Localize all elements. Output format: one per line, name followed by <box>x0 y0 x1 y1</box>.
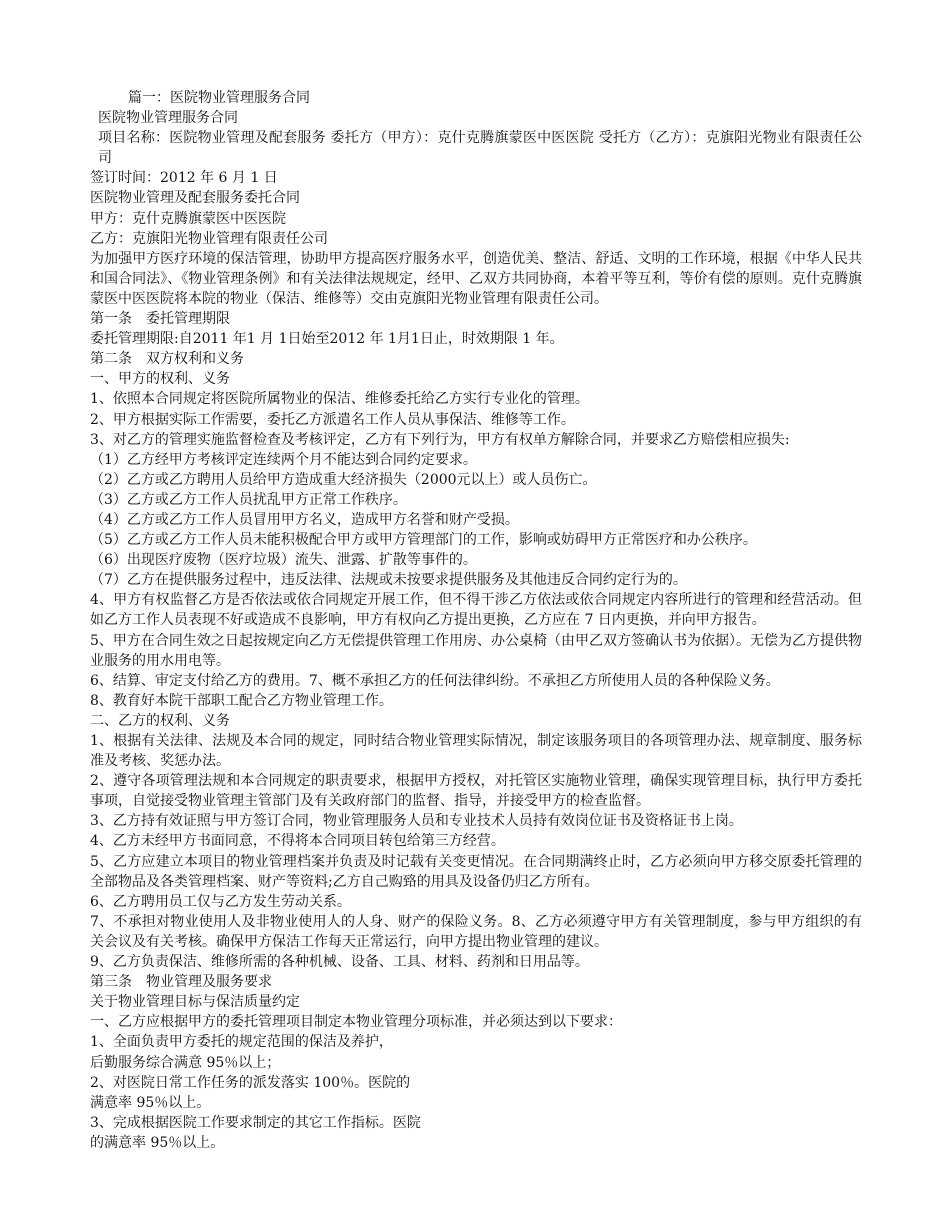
clause: 2、遵守各项管理法规和本合同规定的职责要求，根据甲方授权，对托管区实施物业管理，确保实现管理目标，执行甲方委托事项，自觉接受物业管理主管部门及有关政府部门的监督、指导，并接受甲方的检查监督。 <box>90 773 862 810</box>
clause: 3、对乙方的管理实施监督检查及考核评定，乙方有下列行为，甲方有权单方解除合同，并要求乙方赔偿相应损失: <box>90 431 790 448</box>
clause: 2、对医院日常工作任务的派发落实 100％。医院的 <box>90 1074 411 1091</box>
sub-clause: （5）乙方或乙方工作人员未能积极配合甲方或甲方管理部门的工作，影响或妨碍甲方正常医疗和办公秩序。 <box>90 532 757 549</box>
clause: 9、乙方负责保洁、维修所需的各种机械、设备、工具、材料、药剂和日用品等。 <box>90 954 589 971</box>
clause-continued: 后勤服务综合满意 95％以上； <box>90 1054 281 1071</box>
clause: 3、乙方持有效证照与甲方签订合同，物业管理服务人员和专业技术人员持有效岗位证书及资格证书上岗。 <box>90 813 743 830</box>
contract-heading: 医院物业管理及配套服务委托合同 <box>90 190 300 207</box>
sub-clause: （3）乙方或乙方工作人员扰乱甲方正常工作秩序。 <box>90 491 407 508</box>
sub-clause: （2）乙方或乙方聘用人员给甲方造成重大经济损失（2000元以上）或人员伤亡。 <box>90 471 597 488</box>
document-body <box>90 88 862 1153</box>
preamble: 为加强甲方医疗环境的保洁管理，协助甲方提高医疗服务水平，创造优美、整洁、舒适、文明的工作环境，根据《中华人民共和国合同法》、《物业管理条例》和有关法律法规规定，经甲、乙双方共同协商，本着平等互利，等价有偿的原则。克什克腾旗蒙医中医医院将本院的物业（保洁、维修等）交由克旗阳光物业管理有限责任公司。 <box>90 250 862 307</box>
sub-clause: （6）出现医疗废物（医疗垃圾）流失、泄露、扩散等事件的。 <box>90 552 477 569</box>
clause: 2、甲方根据实际工作需要，委托乙方派遣名工作人员从事保洁、维修等工作。 <box>90 411 575 428</box>
clause: 5、乙方应建立本项目的物业管理档案并负责及时记载有关变更情况。在合同期满终止时，乙方必须向甲方移交原委托管理的全部物品及各类管理档案、财产等资料;乙方自己购臵的用具及设备仍归乙方所有。 <box>90 853 862 890</box>
doc-title: 篇一：医院物业管理服务合同 <box>128 90 310 106</box>
section-b-heading: 二、乙方的权利、义务 <box>90 712 230 729</box>
clause-continued: 的满意率 95％以上。 <box>90 1134 225 1151</box>
article-3-heading: 第三条 物业管理及服务要求 <box>90 974 272 991</box>
clause: 8、教育好本院干部职工配合乙方物业管理工作。 <box>90 692 393 709</box>
contract-title: 医院物业管理服务合同 <box>98 110 238 127</box>
clause: 6、乙方聘用员工仅与乙方发生劳动关系。 <box>90 893 351 910</box>
party-b: 乙方：克旗阳光物业管理有限责任公司 <box>90 230 328 247</box>
sub-clause: （7）乙方在提供服务过程中，违反法律、法规或未按要求提供服务及其他违反合同约定行为的。 <box>90 572 687 589</box>
sign-date: 签订时间：2012 年 6 月 1 日 <box>90 170 278 187</box>
section-heading: 一、乙方应根据甲方的委托管理项目制定本物业管理分项标准，并必须达到以下要求： <box>90 1014 622 1031</box>
clause-continued: 满意率 95％以上。 <box>90 1094 211 1111</box>
sub-clause: （1）乙方经甲方考核评定连续两个月不能达到合同约定要求。 <box>90 451 477 468</box>
term-clause: 委托管理期限:自2011 年1 月 1日始至2012 年 1月1日止，时效期限 1 年。 <box>90 331 564 348</box>
clause: 7、不承担对物业使用人及非物业使用人的人身、财产的保险义务。8、乙方必须遵守甲方有关管理制度，参与甲方组织的有关会议及有关考核。确保甲方保洁工作每天正常运行，向甲方提出物业管理的建议。 <box>90 913 862 950</box>
section-a-heading: 一、甲方的权利、义务 <box>90 371 230 388</box>
clause: 4、乙方未经甲方书面同意，不得将本合同项目转包给第三方经营。 <box>90 833 505 850</box>
party-a: 甲方：克什克腾旗蒙医中医医院 <box>90 210 286 227</box>
clause: 1、根据有关法律、法规及本合同的规定，同时结合物业管理实际情况，制定该服务项目的各项管理办法、规章制度、服务标准及考核、奖惩办法。 <box>90 733 862 770</box>
clause: 3、完成根据医院工作要求制定的其它工作指标。医院 <box>90 1114 421 1131</box>
sub-clause: （4）乙方或乙方工作人员冒用甲方名义，造成甲方名誉和财产受损。 <box>90 511 519 528</box>
section-heading: 关于物业管理目标与保洁质量约定 <box>90 994 300 1011</box>
clause: 4、甲方有权监督乙方是否依法或依合同规定开展工作，但不得干涉乙方依法或依合同规定内容所进行的管理和经营活动。但如乙方工作人员表现不好或造成不良影响，甲方有权向乙方提出更换，乙方应在 7 日内更换，并向甲方报告。 <box>90 592 862 629</box>
article-1-heading: 第一条 委托管理期限 <box>90 311 230 328</box>
clause: 5、甲方在合同生效之日起按规定向乙方无偿提供管理工作用房、办公桌椅（由甲乙双方签确认书为依据）。无偿为乙方提供物业服务的用水用电等。 <box>90 632 862 669</box>
clause: 1、依照本合同规定将医院所属物业的保洁、维修委托给乙方实行专业化的管理。 <box>90 391 589 408</box>
clause: 1、全面负责甲方委托的规定范围的保洁及养护， <box>90 1034 393 1051</box>
project-info: 项目名称：医院物业管理及配套服务 委托方（甲方）：克什克腾旗蒙医中医医院 受托方（乙方）：克旗阳光物业有限责任公司 <box>98 130 862 167</box>
clause: 6、结算、审定支付给乙方的费用。7、概不承担乙方的任何法律纠纷。不承担乙方所使用人员的各种保险义务。 <box>90 672 780 689</box>
article-2-heading: 第二条 双方权利和义务 <box>90 351 244 368</box>
